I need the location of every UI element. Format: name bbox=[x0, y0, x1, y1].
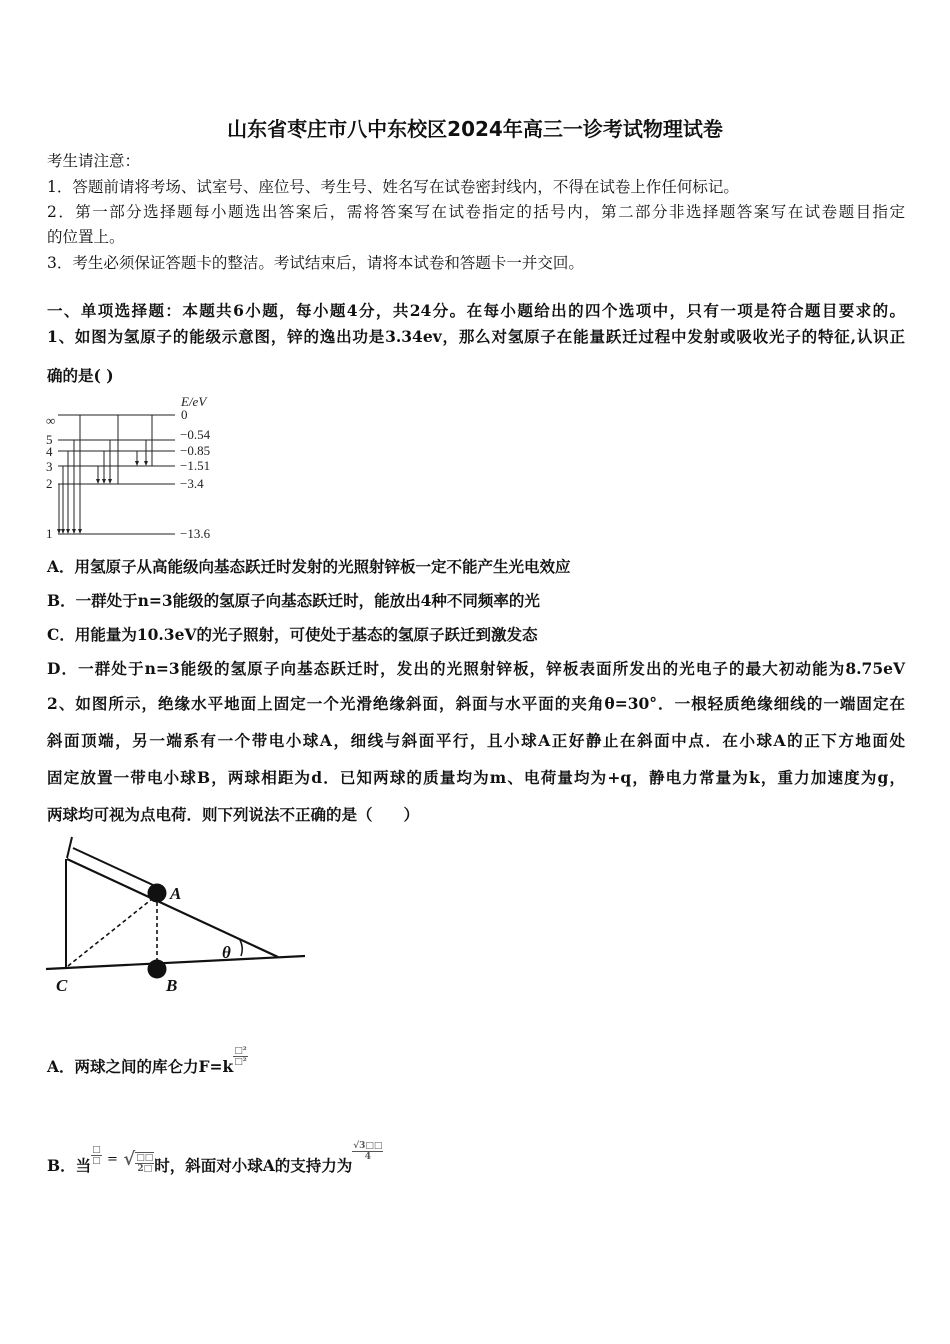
level-energy: −0.85 bbox=[180, 443, 211, 458]
numerator: √3□□ bbox=[353, 1141, 383, 1151]
notice-item: 3．考生必须保证答题卡的整洁。考试结束后，请将本试卷和答题卡一并交回。 bbox=[47, 254, 584, 272]
label-a: A bbox=[170, 884, 182, 903]
q1-option-c: C．用能量为10.3eV的光子照射，可使处于基态的氢原子跃迁到激发态 bbox=[47, 625, 538, 644]
numerator: □² bbox=[234, 1046, 247, 1056]
option-b-text: 时，斜面对小球A的支持力为 bbox=[154, 1156, 353, 1175]
level-energy: −1.51 bbox=[180, 458, 211, 473]
square-root: √ $\frac{□□}{2□}$ bbox=[123, 1149, 154, 1174]
option-b-prefix: B．当 bbox=[47, 1156, 92, 1175]
level-n: 3 bbox=[46, 459, 53, 474]
numerator: □□ bbox=[136, 1152, 154, 1163]
q1-option-a: A．用氢原子从高能级向基态跃迁时发射的光照射锌板一定不能产生光电效应 bbox=[47, 557, 571, 576]
notice-item: 的位置上。 bbox=[47, 228, 125, 246]
fraction bbox=[233, 1046, 247, 1067]
incline-figure bbox=[46, 837, 305, 969]
q1-option-d: D．一群处于n=3能级的氢原子向基态跃迁时，发出的光照射锌板，锌板表面所发出的光电子的最大初动能为8.75eV bbox=[47, 659, 905, 678]
level-energy: 0 bbox=[181, 407, 188, 422]
option-a-text: A．两球之间的库仑力F=k bbox=[47, 1057, 234, 1076]
equals-sign: = bbox=[107, 1152, 118, 1167]
denominator: □ bbox=[92, 1156, 101, 1166]
axis-label: E/eV bbox=[181, 394, 207, 409]
q2-stem: 斜面顶端，另一端系有一个带电小球A，细线与斜面平行，且小球A正好静止在斜面中点．在小球A的正下方地面处 bbox=[47, 731, 905, 750]
notice-heading: 考生请注意： bbox=[47, 152, 141, 170]
denominator: 4 bbox=[364, 1152, 371, 1162]
ball-a bbox=[148, 884, 167, 903]
denominator: □² bbox=[234, 1057, 247, 1067]
arrowheads bbox=[57, 461, 148, 534]
notice-item: 1．答题前请将考场、试室号、座位号、考生号、姓名写在试卷密封线内，不得在试卷上作任何标记。 bbox=[47, 178, 739, 196]
q2-stem: 固定放置一带电小球B，两球相距为d．已知两球的质量均为m、电荷量均为+q，静电力常量为k，重力加速度为g， bbox=[47, 768, 905, 787]
q2-option-a bbox=[47, 1046, 905, 1077]
q2-option-b bbox=[47, 1141, 905, 1176]
section-heading: 一、单项选择题：本题共6小题，每小题4分，共24分。在每小题给出的四个选项中，只有一项是符合题目要求的。 bbox=[47, 301, 905, 320]
level-n: ∞ bbox=[46, 413, 56, 428]
fraction bbox=[352, 1141, 383, 1162]
energy-level-diagram bbox=[58, 415, 175, 534]
level-energy: −13.6 bbox=[180, 526, 211, 541]
notice-item: 2．第一部分选择题每小题选出答案后，需将答案写在试卷指定的括号内，第二部分非选择题答案写在试卷题目指定 bbox=[47, 203, 905, 221]
q2-stem: 2、如图所示，绝缘水平地面上固定一个光滑绝缘斜面，斜面与水平面的夹角θ=30°．一根轻质绝缘细线的一端固定在 bbox=[47, 694, 905, 713]
q2-stem: 两球均可视为点电荷．则下列说法不正确的是（ ） bbox=[47, 805, 420, 824]
ball-b bbox=[148, 960, 167, 979]
numerator: □ bbox=[92, 1145, 101, 1155]
level-n: 4 bbox=[46, 444, 53, 459]
label-c: C bbox=[56, 976, 68, 995]
level-energy: −3.4 bbox=[180, 476, 204, 491]
q1-stem: 确的是( ) bbox=[47, 366, 114, 385]
fraction bbox=[91, 1145, 102, 1166]
level-energy: −0.54 bbox=[180, 427, 211, 442]
denominator: 2□ bbox=[137, 1163, 153, 1174]
level-n: 2 bbox=[46, 476, 53, 491]
q1-stem: 1、如图为氢原子的能级示意图，锌的逸出功是3.34ev，那么对氢原子在能量跃迁过程中发射或吸收光子的特征,认识正 bbox=[47, 327, 905, 346]
label-b: B bbox=[166, 976, 178, 995]
level-n: 5 bbox=[46, 432, 53, 447]
label-theta: θ bbox=[222, 943, 231, 962]
q1-option-b: B．一群处于n=3能级的氢原子向基态跃迁时，能放出4种不同频率的光 bbox=[47, 591, 540, 610]
level-n: 1 bbox=[46, 526, 53, 541]
page-title: 山东省枣庄市八中东校区2024年高三一诊考试物理试卷 bbox=[227, 117, 723, 141]
